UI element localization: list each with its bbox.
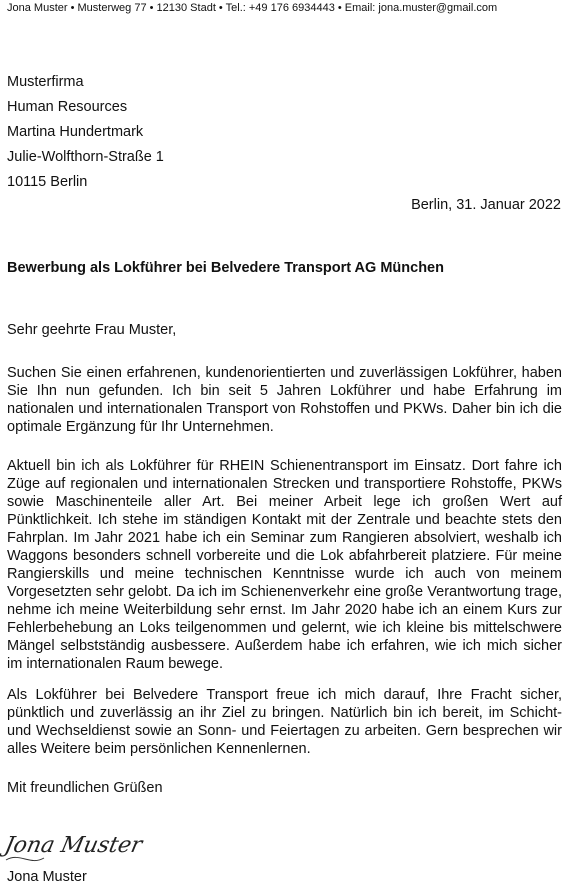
signature-script: Jona Muster [2, 832, 145, 858]
closing-phrase: Mit freundlichen Grüßen [7, 780, 163, 796]
body-paragraph-1: Suchen Sie einen erfahrenen, kundenorientierten und zuverlässigen Lokführer, haben Sie Ihn nun gefunden. Ich bin seit 5 Jahren Lokführer und habe Erfahrung im nationalen und internationalen Transport von Rohstoffen und PKWs. Daher bin ich die optimale Ergänzung für Ihr Unternehmen. [7, 365, 562, 435]
recipient-street: Julie-Wolfthorn-Straße 1 [7, 149, 164, 165]
letter-subject: Bewerbung als Lokführer bei Belvedere Transport AG München [7, 260, 444, 276]
recipient-city: 10115 Berlin [7, 174, 88, 190]
salutation: Sehr geehrte Frau Muster, [7, 322, 177, 338]
body-paragraph-3: Als Lokführer bei Belvedere Transport freue ich mich darauf, Ihre Fracht sicher, pünktlich und zuverlässig an ihr Ziel zu bringen. Natürlich bin ich bereit, im Schicht- und Wechseldienst sowie an Sonn- und Feiertagen zu arbeiten. Gern besprechen wir alles Weitere beim persönlichen Kennenlernen. [7, 687, 562, 757]
body-paragraph-2: Aktuell bin ich als Lokführer für RHEIN Schienentransport im Einsatz. Dort fahre ich Züge auf regionalen und internationalen Strecken und transportiere Rohstoffe, PKWs sowie Maschinenteile aller Art. Bei meiner Arbeit lege ich großen Wert auf Pünktlichkeit. Ich stehe im ständigen Kontakt mit der Zentrale und beachte stets den Fahrplan. Im Jahr 2021 habe ich ein Seminar zum Rangieren absolviert, weshalb ich Waggons besonders schnell vorbereite und die Lok abfahrbereit platziere. Für meine Rangierskills und meine technischen Kenntnisse wurde ich auch von meinem Vorgesetzten sehr gelobt. Da ich im Schienenverkehr eine große Verantwortung trage, nehme ich meine Weiterbildung sehr ernst. Im Jahr 2020 habe ich an einem Kurs zur Fehlerbehebung an Loks teilgenommen und gelernt, wie ich kleine bis mittelschwere Mängel selbstständig ausbessere. Außerdem habe ich erfahren, wie ich mich sicher im internationalen Raum bewege. [7, 458, 562, 672]
handwritten-signature [0, 822, 150, 870]
recipient-department: Human Resources [7, 99, 128, 115]
recipient-address-block [7, 70, 164, 195]
sender-header-line: Jona Muster • Musterweg 77 • 12130 Stadt • Tel.: +49 176 6934443 • Email: jona.muster@gmail.com [7, 2, 498, 14]
letter-date: Berlin, 31. Januar 2022 [411, 197, 561, 213]
recipient-person: Martina Hundertmark [7, 124, 144, 140]
signature-name: Jona Muster [7, 869, 87, 885]
recipient-company: Musterfirma [7, 74, 84, 90]
